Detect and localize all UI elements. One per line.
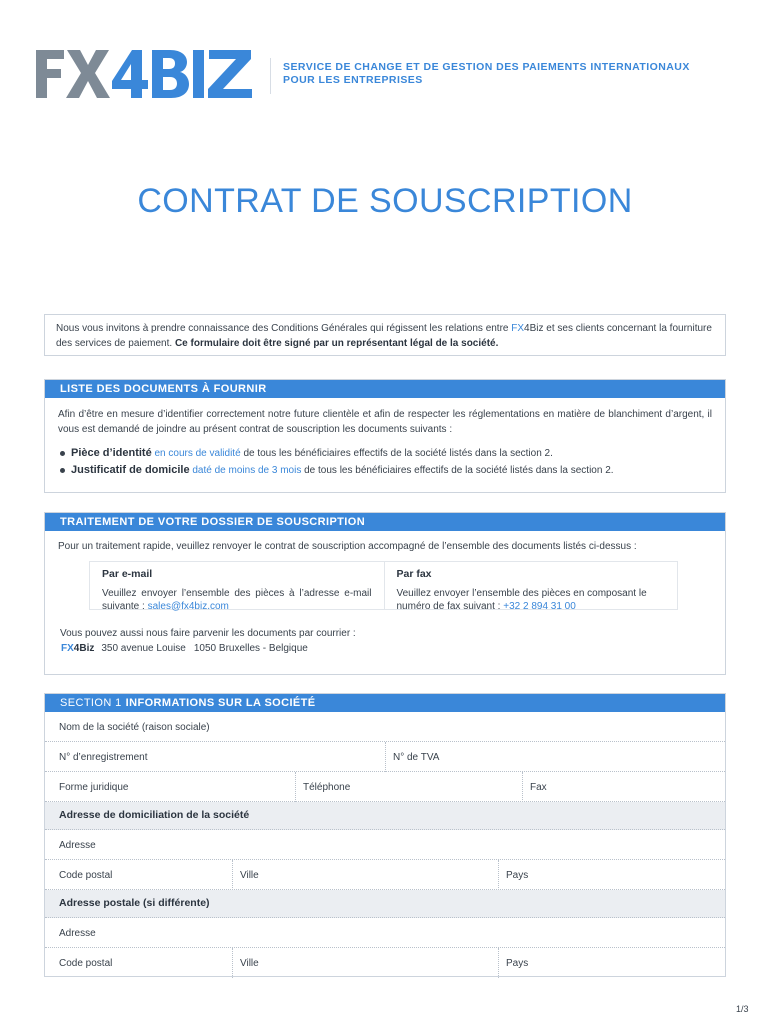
domicile-city-field[interactable]	[232, 860, 498, 890]
row-legal-form	[45, 772, 725, 802]
fax-number: +32 2 894 31 00	[503, 601, 576, 612]
registration-label: N° d’enregistrement	[59, 752, 148, 763]
postal-country-label: Pays	[506, 958, 529, 969]
contact-options	[89, 561, 678, 610]
header-divider	[270, 58, 271, 94]
domicile-validity: daté de moins de 3 mois	[192, 465, 302, 476]
row-registration	[45, 742, 725, 772]
fx4biz-logo-mark	[36, 50, 254, 98]
row-postal-city	[45, 948, 725, 978]
domicile-address-label: Adresse	[59, 840, 96, 851]
vat-field[interactable]	[385, 742, 725, 772]
identity-validity: en cours de validité	[154, 448, 241, 459]
legal-form-label: Forme juridique	[59, 782, 129, 793]
email-option-text: Veuillez envoyer l’ensemble des pièces à l’adresse e-mail suivante :	[102, 588, 372, 612]
domicile-rest: de tous les bénéficiaires effectifs de la société listés dans la section 2.	[304, 465, 614, 476]
page-title: CONTRAT DE SOUSCRIPTION	[137, 182, 633, 220]
postal-address-heading: Adresse postale (si différente)	[45, 890, 725, 918]
company-tagline	[283, 61, 743, 87]
intro-text-before: Nous vous invitons à prendre connaissance des Conditions Générales qui régissent les relations entre	[56, 323, 512, 334]
domicile-postcode-field[interactable]	[45, 860, 232, 890]
postal-postcode-field[interactable]	[45, 948, 232, 978]
vat-label: N° de TVA	[393, 752, 440, 763]
fax-label: Fax	[530, 782, 547, 793]
tagline-line-2: POUR LES ENTREPRISES	[283, 74, 423, 86]
mail-street: 350 avenue Louise	[101, 643, 186, 654]
row-domicile-address	[45, 830, 725, 860]
list-item-identity	[58, 445, 712, 462]
row-postal-address	[45, 918, 725, 948]
page-number: 1/3	[736, 1004, 749, 1014]
phone-label: Téléphone	[303, 782, 351, 793]
domicile-country-label: Pays	[506, 870, 529, 881]
postal-mail-note	[60, 626, 356, 656]
domicile-city-label: Ville	[240, 870, 259, 881]
sales-email-link[interactable]: sales@fx4biz.com	[147, 601, 229, 612]
fax-option-title: Par fax	[396, 568, 432, 580]
postal-country-field[interactable]	[498, 948, 725, 978]
legal-form-field[interactable]	[45, 772, 295, 802]
intro-text-after: 4Biz et ses clients concernant la fourniture des services de paiement.	[56, 323, 712, 349]
section1-prefix: SECTION 1	[60, 697, 122, 709]
section1-heading	[45, 694, 725, 712]
mail-note-text: Vous pouvez aussi nous faire parvenir les documents par courrier :	[60, 628, 356, 639]
email-option-title: Par e-mail	[102, 568, 153, 580]
postal-postcode-label: Code postal	[59, 958, 113, 969]
fax-field[interactable]	[522, 772, 725, 802]
intro-brand-fx: FX	[511, 323, 525, 334]
documents-box	[44, 379, 726, 493]
phone-field[interactable]	[295, 772, 522, 802]
documents-paragraph: Afin d’être en mesure d’identifier correctement notre future clientèle et afin de respecter les réglementations en matière de blanchiment d’argent, il vous est demandé de joindre au présent contrat de souscription les documents suivants :	[58, 409, 712, 435]
email-option	[90, 562, 384, 612]
intro-notice	[44, 314, 726, 356]
domicile-postcode-label: Code postal	[59, 870, 113, 881]
identity-label: Pièce d’identité	[71, 447, 152, 459]
domicile-address-field[interactable]	[45, 830, 725, 860]
documents-list	[58, 445, 712, 479]
section1-company-form	[44, 693, 726, 977]
domicile-address-heading: Adresse de domiciliation de la société	[45, 802, 725, 830]
intro-bold-warning: Ce formulaire doit être signé par un représentant légal de la société.	[174, 338, 499, 349]
row-domicile-city	[45, 860, 725, 890]
fax-option	[384, 562, 678, 612]
domicile-label: Justificatif de domicile	[71, 464, 190, 476]
section1-title: INFORMATIONS SUR LA SOCIÉTÉ	[125, 697, 316, 709]
domicile-country-field[interactable]	[498, 860, 725, 890]
treatment-heading: TRAITEMENT DE VOTRE DOSSIER DE SOUSCRIPTION	[45, 513, 725, 531]
row-company-name	[45, 712, 725, 742]
documents-heading: LISTE DES DOCUMENTS À FOURNIR	[45, 380, 725, 398]
postal-city-label: Ville	[240, 958, 259, 969]
mail-brand-biz: 4Biz	[73, 643, 95, 654]
list-item-domicile	[58, 462, 712, 479]
registration-field[interactable]	[45, 742, 385, 772]
postal-city-field[interactable]	[232, 948, 498, 978]
tagline-line-1: SERVICE DE CHANGE ET DE GESTION DES PAIEMENTS INTERNATIONAUX	[283, 61, 690, 73]
mail-brand-fx: FX	[61, 643, 74, 654]
fax-option-text: Veuillez envoyer l’ensemble des pièces en composant le numéro de fax suivant :	[396, 588, 647, 612]
postal-address-field[interactable]	[45, 918, 725, 948]
treatment-box	[44, 512, 726, 675]
identity-rest: de tous les bénéficiaires effectifs de la société listés dans la section 2.	[243, 448, 553, 459]
fx4biz-logo	[36, 50, 254, 98]
mail-city: 1050 Bruxelles - Belgique	[193, 643, 308, 654]
treatment-paragraph: Pour un traitement rapide, veuillez renvoyer le contrat de souscription accompagné de l’ensemble des documents listés ci-dessus :	[58, 541, 637, 552]
company-name-field[interactable]	[45, 712, 725, 742]
company-name-label: Nom de la société (raison sociale)	[59, 722, 210, 733]
postal-address-label: Adresse	[59, 928, 96, 939]
